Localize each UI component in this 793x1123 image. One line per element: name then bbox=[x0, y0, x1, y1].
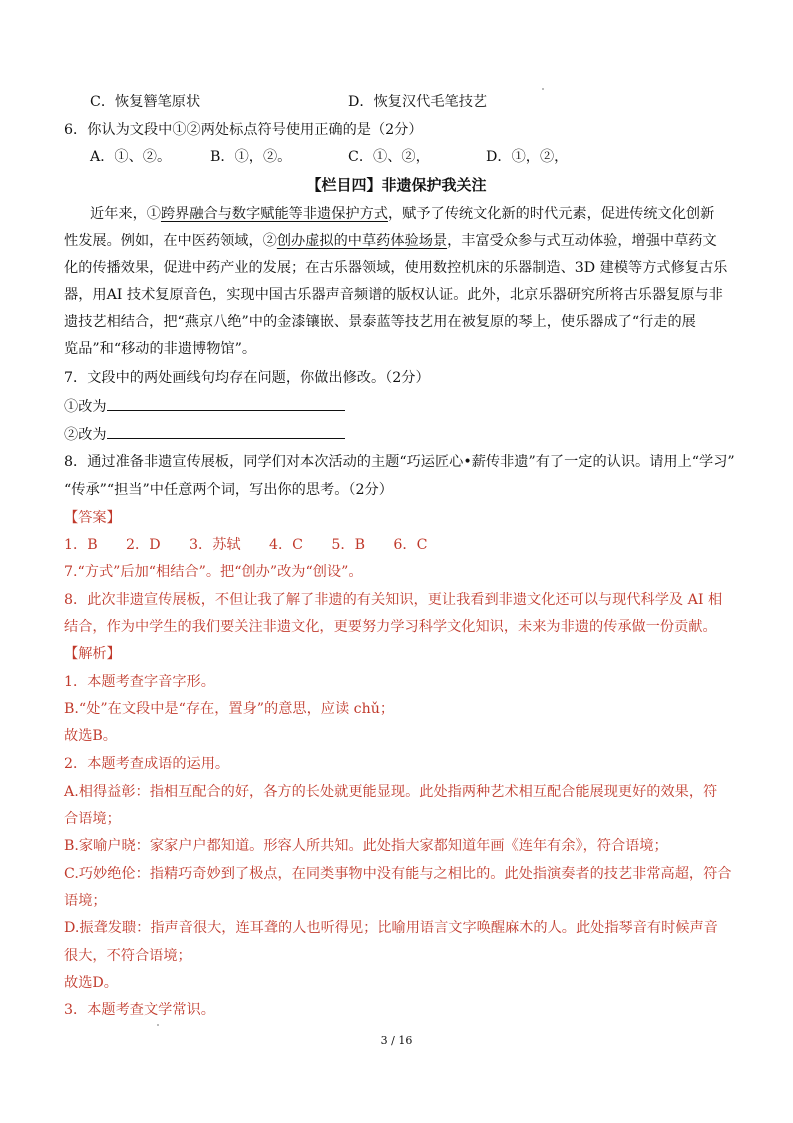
section4-para-line2 bbox=[64, 231, 717, 251]
section4-para-line4: 器，用AI 技术复原音色，实现中国古乐器声音频谱的版权认证。此外，北京乐器研究所将古乐器复原与非 bbox=[64, 287, 723, 303]
analysis-line: 3．本题考查文学常识。 bbox=[64, 1002, 215, 1018]
section4-para-line5: 遗技艺相结合，把“燕京八绝”中的金漆镶嵌、景泰蓝等技艺用在被复原的琴上，使乐器成了“行走的展 bbox=[64, 314, 696, 330]
q6-option-b: B．①，②。 bbox=[210, 149, 292, 165]
underlined-sentence-1: 跨界融合与数字赋能等非遗保护方式 bbox=[160, 206, 388, 222]
analysis-line: 故选B。 bbox=[64, 728, 117, 744]
analysis-line: 故选D。 bbox=[64, 975, 118, 991]
q8-stem-line2: “传承”“担当”中任意两个词，写出你的思考。（2分） bbox=[64, 482, 393, 498]
section4-para-line3: 化的传播效果，促进中药产业的发展；在古乐器领域，使用数控机床的乐器制造、3D 建模等方式修复古乐 bbox=[64, 260, 728, 276]
answer-blank-2[interactable] bbox=[107, 424, 345, 439]
para-text: 近年来，① bbox=[90, 206, 161, 222]
analysis-line: D.振聋发聩：指声音很大，连耳聋的人也听得见；比喻用语言文字唤醒麻木的人。此处指琴音有时候声音 bbox=[64, 920, 718, 936]
answer-line-2: 7.“方式”后加“相结合”。把“创办”改为“创设”。 bbox=[64, 564, 363, 580]
analysis-line: 语境； bbox=[64, 893, 107, 909]
page-number: 3 / 16 bbox=[380, 1034, 413, 1047]
analysis-heading: 【解析】 bbox=[64, 646, 121, 662]
q6-option-a: A．①、②。 bbox=[90, 149, 172, 165]
underlined-sentence-2: 创办虚拟的中草药体验场景 bbox=[276, 233, 448, 249]
q7-answer-row-2 bbox=[64, 424, 345, 445]
q5-option-c: C．恢复簪笔原状 bbox=[90, 94, 201, 110]
analysis-line: A.相得益彰：指相互配合的好，各方的长处就更能显现。此处指两种艺术相互配合能展现更好的效果，符 bbox=[64, 784, 718, 800]
para-text: ，赋予了传统文化新的时代元素，促进传统文化创新 bbox=[387, 206, 715, 222]
section4-para-line1 bbox=[90, 204, 714, 224]
scan-dot bbox=[542, 88, 544, 90]
q7-label-1: ①改为 bbox=[64, 399, 107, 415]
answer-blank-1[interactable] bbox=[107, 396, 345, 411]
analysis-line: B.“处”在文段中是“存在，置身”的意思，应读 chǔ； bbox=[64, 701, 395, 717]
answer-heading: 【答案】 bbox=[64, 510, 121, 526]
analysis-line: B.家喻户晓：家家户户都知道。形容人所共知。此处指大家都知道年画《连年有余》，符合语境； bbox=[64, 838, 668, 854]
q5-option-d: D．恢复汉代毛笔技艺 bbox=[348, 94, 488, 110]
section4-title: 【栏目四】非遗保护我关注 bbox=[306, 176, 487, 194]
q7-label-2: ②改为 bbox=[64, 427, 107, 443]
analysis-line: 2．本题考查成语的运用。 bbox=[64, 756, 230, 772]
q7-answer-row-1 bbox=[64, 396, 345, 417]
q7-stem: 7．文段中的两处画线句均存在问题，你做出修改。（2分） bbox=[64, 370, 430, 386]
scan-dot bbox=[157, 1024, 159, 1026]
analysis-line: 很大，不符合语境； bbox=[64, 948, 192, 964]
answer-line-1: 1．B 2．D 3．苏轼 4．C 5．B 6．C bbox=[64, 537, 428, 553]
q8-stem-line1: 8．通过准备非遗宣传展板，同学们对本次活动的主题“巧运匠心•薪传非遗”有了一定的认识。请用上“学习” bbox=[64, 454, 735, 470]
para-text: 性发展。例如，在中医药领域，② bbox=[64, 233, 277, 249]
answer-line-3: 8．此次非遗宣传展板，不但让我了解了非遗的有关知识，更让我看到非遗文化还可以与现代科学及 AI 相 bbox=[64, 592, 723, 608]
q6-option-c: C．①、②， bbox=[348, 149, 430, 165]
section4-para-line6: 览品”和“移动的非遗博物馆”。 bbox=[64, 341, 257, 357]
analysis-line: 1．本题考查字音字形。 bbox=[64, 674, 215, 690]
q6-stem: 6．你认为文段中①②两处标点符号使用正确的是（2分） bbox=[64, 122, 423, 138]
answer-line-4: 结合，作为中学生的我们要关注非遗文化，更要努力学习科学文化知识，未来为非遗的传承做一份贡献。 bbox=[64, 619, 717, 635]
q6-option-d: D．①，②， bbox=[486, 149, 569, 165]
analysis-line: 合语境； bbox=[64, 811, 121, 827]
analysis-line: C.巧妙绝伦：指精巧奇妙到了极点，在同类事物中没有能与之相比的。此处指演奏者的技艺非常高超，符合 bbox=[64, 866, 732, 882]
para-text: ，丰富受众参与式互动体验，增强中草药文 bbox=[447, 233, 717, 249]
